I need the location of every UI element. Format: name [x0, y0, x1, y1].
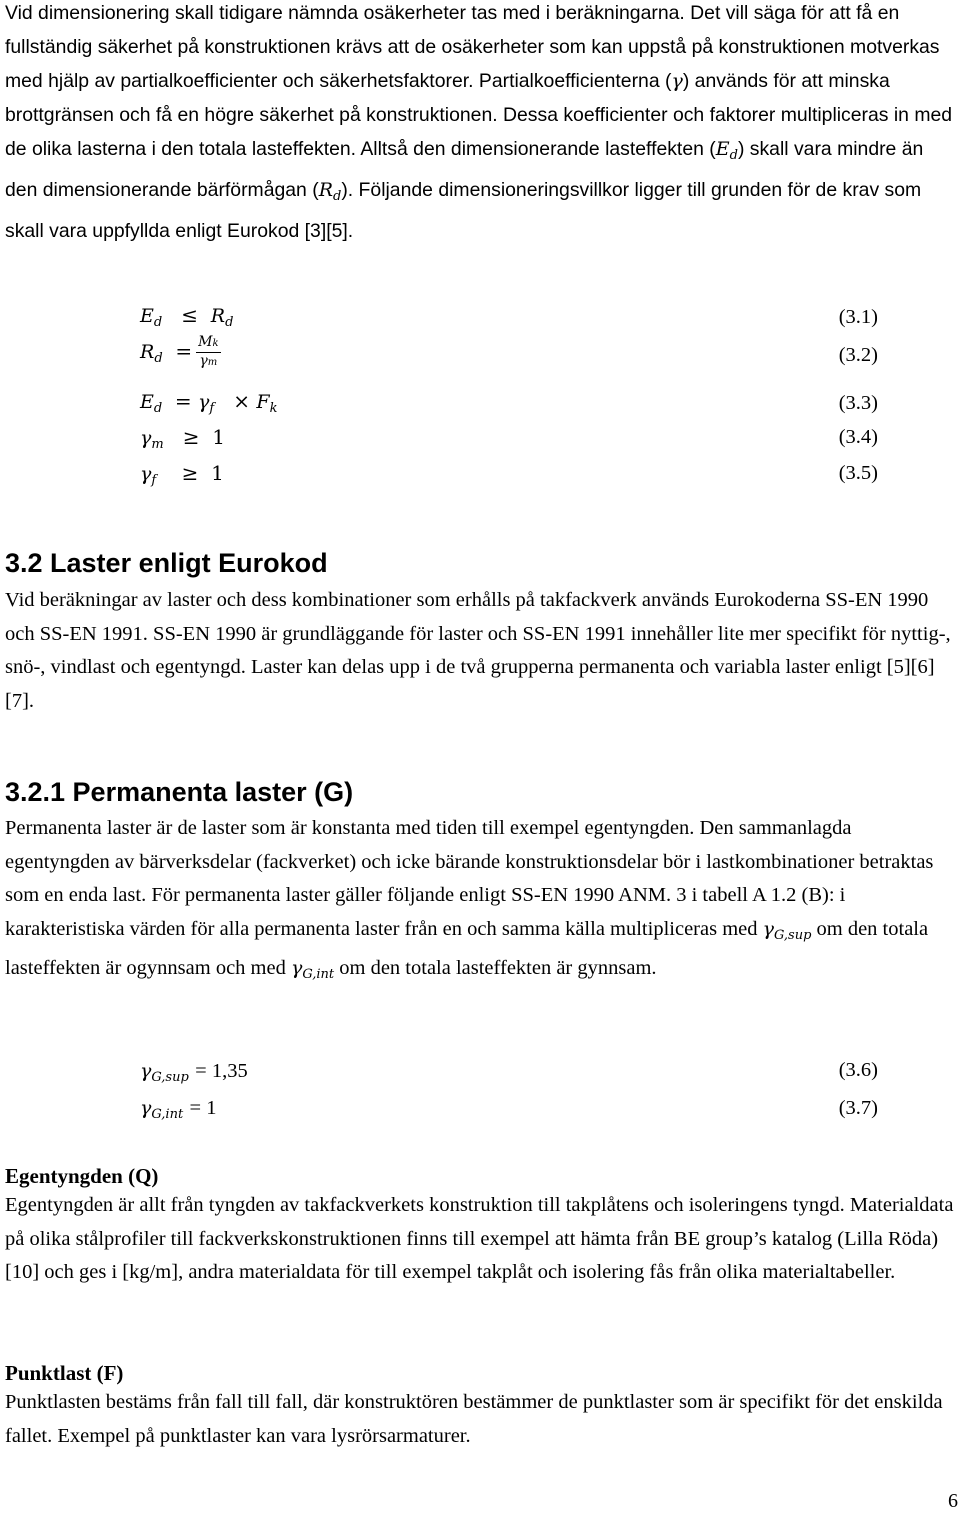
punktlast-body: Punktlasten bestäms från fall till fall, där konstruktören bestämmer de punktlaster som är specifikt för det enskilda fallet. Exempel på punktlaster kan vara lysrörsarmaturer.	[5, 1391, 943, 1447]
section-3-2-1-body: Permanenta laster är de laster som är konstanta med tiden till exempel egentyngden. Den sammanlagda egentyngden av bärverksdelar (fackverket) och icke bärande konstruktionsdelar bör i lastkombinationer betraktas som en enda last. För permanenta laster gäller följande enligt SS-EN 1990 ANM. 3 i tabell A 1.2 (B): i karakteristiska värden för alla permanenta laster från en och samma källa multipliceras med $\gamma_{G,sup}$ om den totala lasteffekten är ogynnsam och med $\gamma_{G,int}$ om den totala lasteffekten är gynnsam.	[5, 817, 934, 982]
gamma-g-int-symbol: $\gamma_{G,int}$	[290, 957, 335, 982]
equation-number: (3.3)	[838, 392, 878, 414]
equation-3-7: $\gamma_{G,int} = 1$	[140, 1097, 217, 1122]
intro-text-c: ) används för att minska brottgränsen och få en högre säkerhet på konstruktionen. Dessa koefficienter och faktorer multipliceras in med de olika lasterna i den totala lasteffekten. Alltså den dimensionerande lasteffekten (	[5, 70, 953, 160]
gamma-g-sup-symbol: $\gamma_{G,sup}$	[762, 917, 812, 943]
intro-paragraph	[5, 0, 955, 248]
intro-text-a: Vid dimensionering skall tidigare nämnda osäkerheter tas med i beräkningarna. Det vill säga för att få en fullständig säkerhet på konstruktionen krävs att de osäkerheter som kan uppstå på konstruktionen motverkas med hjälp av partialkoefficienter och säkerhetsfaktorer.	[5, 2, 940, 92]
section-3-2-body: Vid beräkningar av laster och dess kombinationer som erhålls på takfackverk används Eurokoderna SS-EN 1990 och SS-EN 1991. SS-EN 1990 är grundläggande för laster och SS-EN 1991 innehåller lite mer specifikt för nyttig-, snö-, vindlast och egentyngd. Laster kan delas upp i de två grupperna permanenta och variabla laster enligt [5][6][7].	[5, 589, 951, 712]
gamma-symbol: γ	[671, 70, 683, 92]
equation-number: (3.7)	[838, 1097, 878, 1119]
equation-number: (3.6)	[838, 1059, 878, 1081]
equation-number: (3.1)	[838, 306, 878, 328]
equation-3-6: $\gamma_{G,sup} = 1,35$	[140, 1060, 248, 1085]
ed-symbol: $E_d$	[715, 138, 738, 163]
section-heading-3-2-1: 3.2.1 Permanenta laster (G)	[5, 777, 354, 807]
equation-number: (3.5)	[838, 462, 878, 484]
rd-symbol: $R_d$	[318, 179, 342, 204]
punktlast-heading: Punktlast (F)	[5, 1361, 124, 1385]
intro-text-b: Partialkoefficienterna (	[478, 70, 672, 92]
egentyngden-body: Egentyngden är allt från tyngden av takfackverkets konstruktion till takplåtens och isoleringens tyngd. Materialdata på olika stålprofiler till fackverkskonstruktionen finns till exempel att hämta från BE group’s katalog (Lilla Röda) [10] och ges i [kg/m], andra materialdata för till exempel takplåt och isolering fås från olika materialtabeller.	[5, 1194, 954, 1283]
intro-text-d: ) skall vara mindre än den dimensionerande bärförmågan (	[5, 138, 924, 201]
equation-3-3: $E_d = \gamma_f \times F_k$	[140, 389, 278, 416]
equation-number: (3.2)	[838, 344, 878, 366]
equation-number: (3.4)	[838, 426, 878, 448]
egentyngden-heading: Egentyngden (Q)	[5, 1164, 159, 1188]
page-number: 6	[948, 1490, 958, 1512]
equation-3-4: $\gamma_m \ge 1$	[140, 425, 225, 452]
equation-3-2: $R_d$ = $\frac{Mk}{\gamma m}$	[140, 334, 219, 369]
intro-text-e: ). Följande dimensioneringsvillkor ligger till grunden för de krav som skall vara uppfyllda enligt Eurokod [3][5].	[5, 179, 922, 242]
equation-3-1: $E_d \le R_d$	[140, 303, 234, 330]
section-heading-3-2: 3.2 Laster enligt Eurokod	[5, 548, 328, 578]
equation-3-5: $\gamma_f$ ≥ 1	[140, 461, 224, 488]
